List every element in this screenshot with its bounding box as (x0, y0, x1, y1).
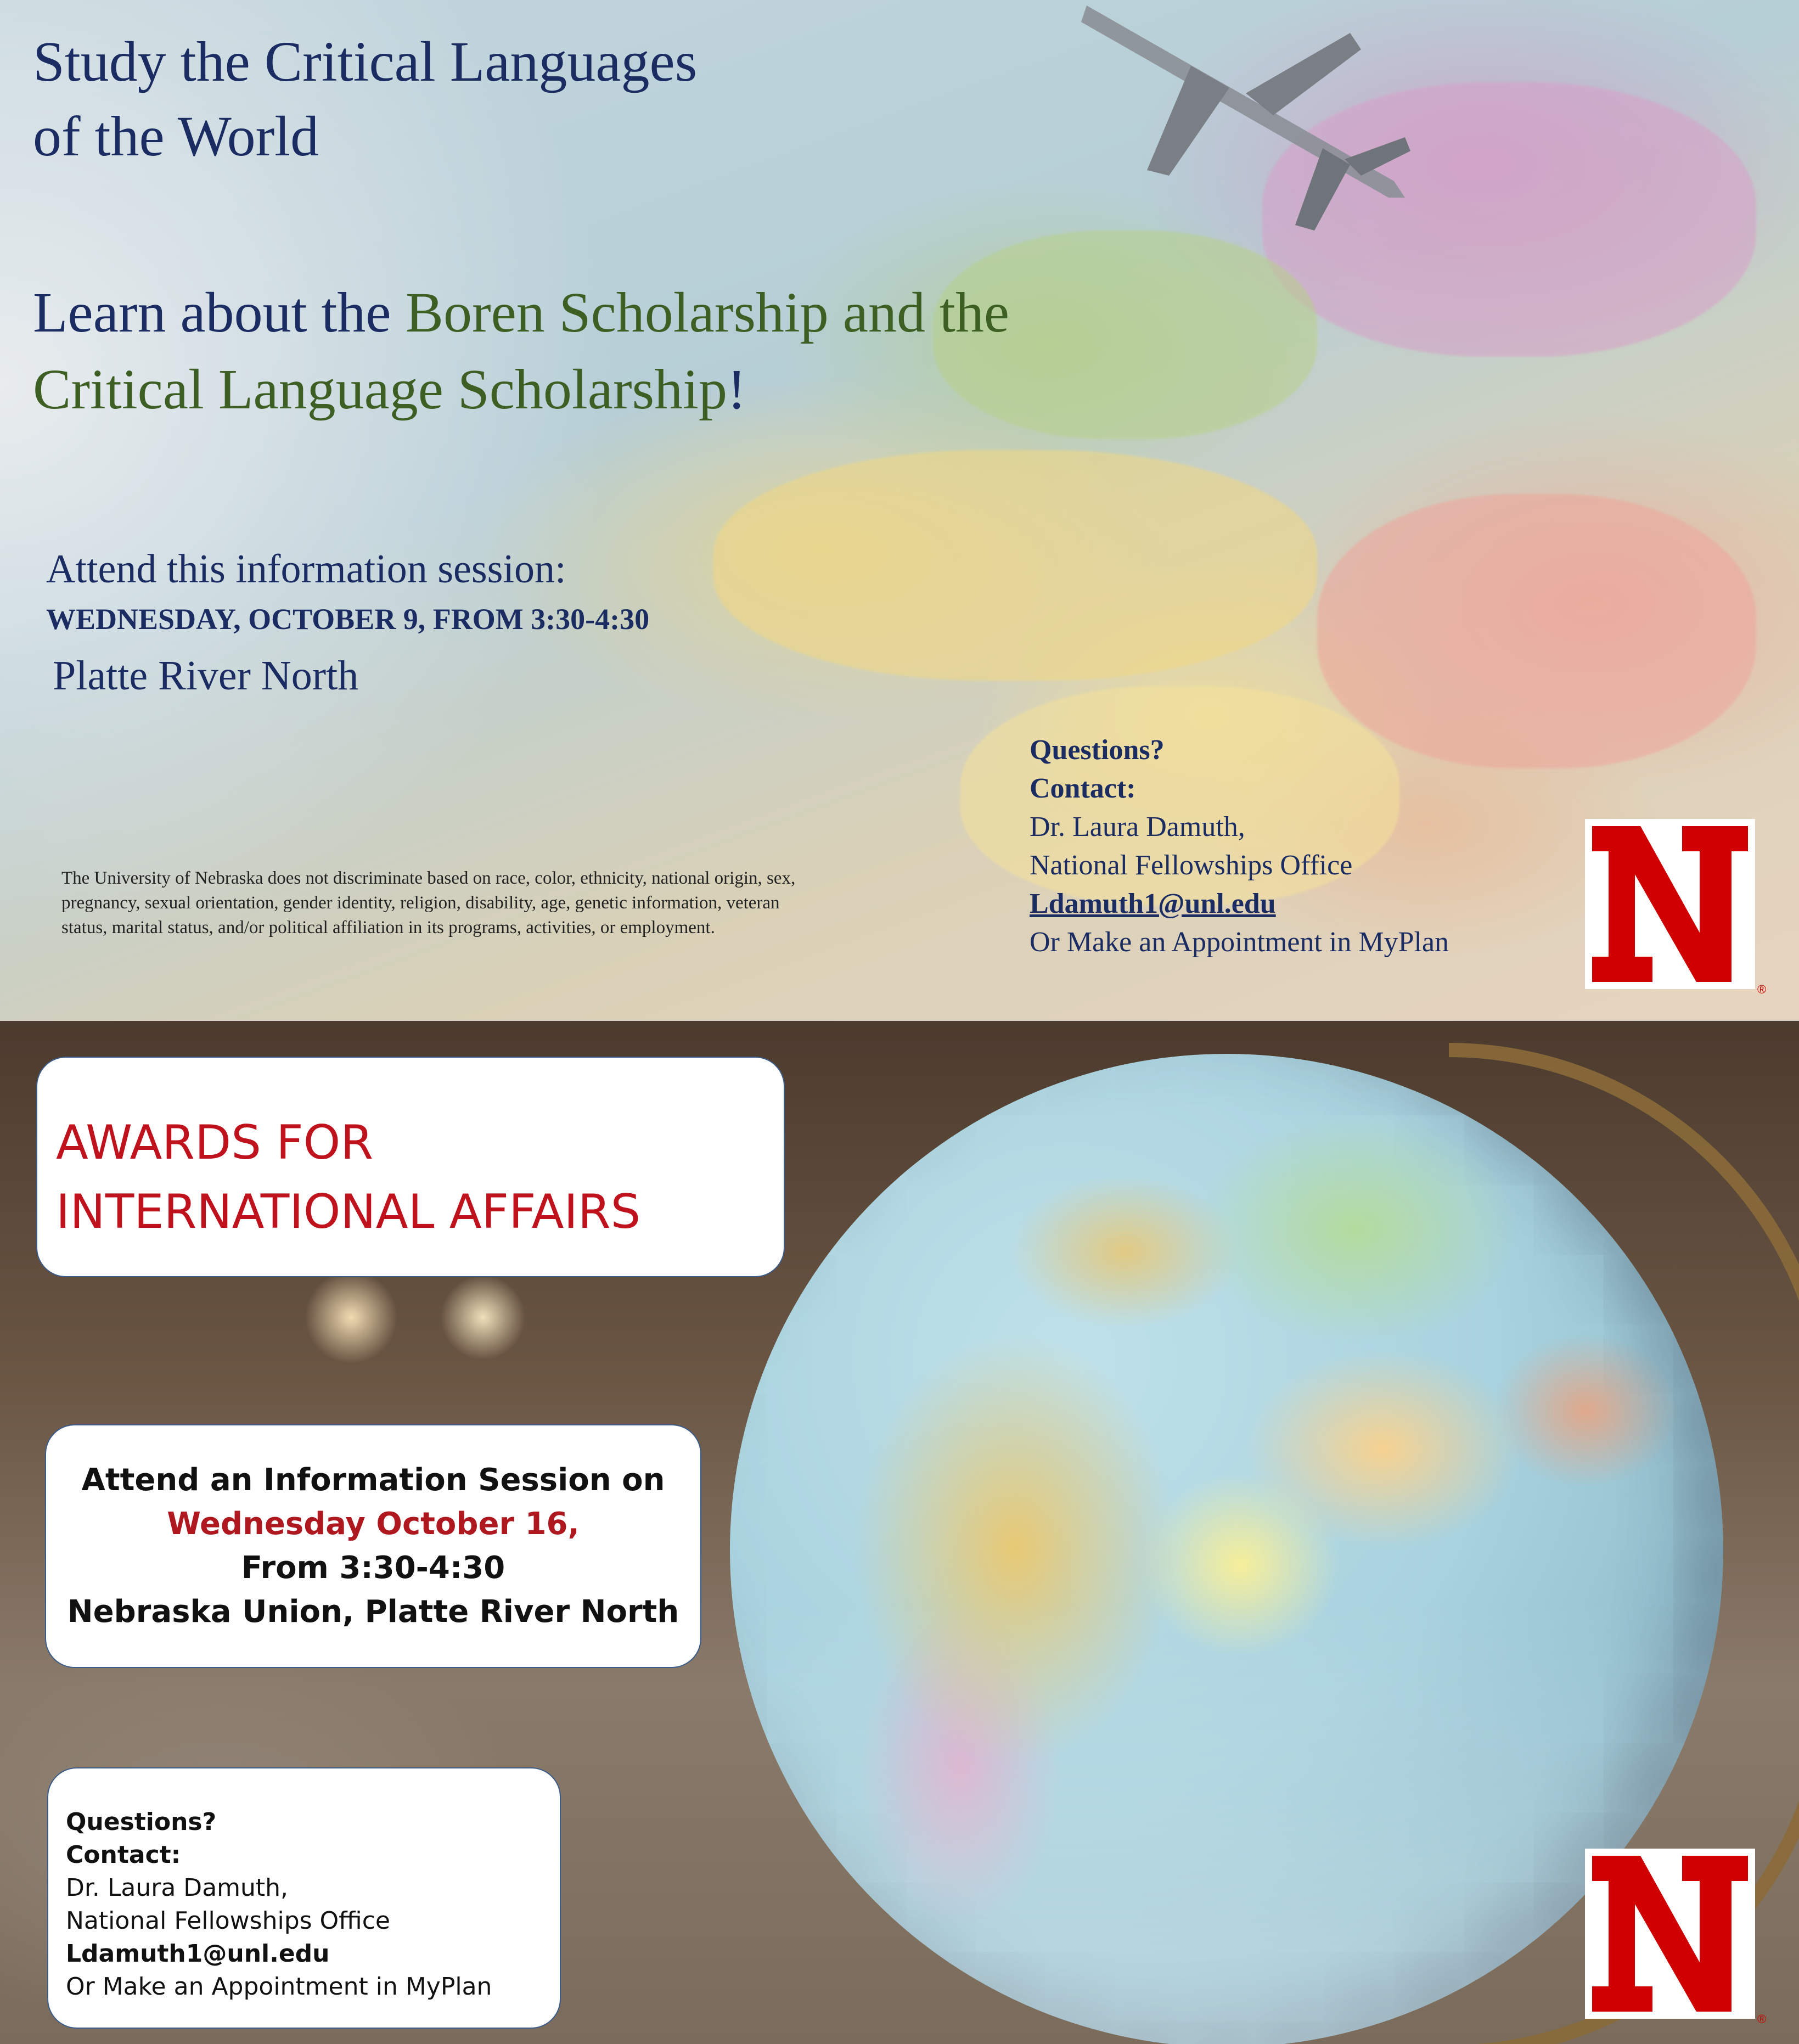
awards-title (56, 1108, 640, 1246)
nebraska-n-logo (1581, 1844, 1767, 2029)
session-location: Platte River North (53, 653, 359, 699)
airplane-icon (1065, 0, 1416, 242)
contact-questions: Questions? (1030, 734, 1165, 766)
learn-heading (33, 274, 1295, 428)
awards-title-box (36, 1057, 785, 1277)
contact-block (66, 1806, 492, 2003)
globe-image (730, 1054, 1723, 2044)
session-time: From 3:30-4:30 (241, 1550, 505, 1586)
registered-mark: ® (1757, 2012, 1767, 2026)
awards-line-2: INTERNATIONAL AFFAIRS (56, 1184, 641, 1239)
contact-name: Dr. Laura Damuth, (66, 1874, 289, 1902)
session-date: WEDNESDAY, OCTOBER 9, FROM 3:30-4:30 (46, 603, 650, 636)
contact-email-link[interactable]: Ldamuth1@unl.edu (1030, 888, 1276, 919)
international-affairs-poster (0, 1021, 1799, 2044)
learn-cls: Critical Language Scholarship (33, 358, 727, 421)
contact-block (1030, 731, 1449, 962)
title-line-2: of the World (33, 105, 319, 168)
poster-title (33, 25, 911, 174)
session-date: Wednesday October 16, (167, 1506, 580, 1542)
contact-appointment: Or Make an Appointment in MyPlan (1030, 926, 1449, 958)
nondiscrimination-statement: The University of Nebraska does not discriminate based on race, color, ethnicity, national origin, sex, pregnancy, sexual orientation, gender identity, religion, disability, age, genetic information, veteran status, marital status, and/or political affiliation in its programs, activities, or employment. (61, 868, 796, 937)
session-info-box (45, 1424, 701, 1668)
contact-name: Dr. Laura Damuth, (1030, 811, 1245, 843)
map-africa-north-region (713, 450, 1317, 681)
contact-appointment: Or Make an Appointment in MyPlan (66, 1973, 492, 2001)
contact-label: Contact: (1030, 773, 1136, 804)
learn-prefix: Learn about the (33, 281, 406, 344)
nebraska-n-logo (1581, 815, 1767, 999)
contact-questions: Questions? (66, 1808, 217, 1836)
learn-suffix: ! (727, 358, 746, 421)
contact-label: Contact: (66, 1841, 181, 1869)
attend-heading: Attend this information session: (46, 547, 566, 592)
session-info (46, 1425, 700, 1634)
learn-boren: Boren Scholarship and the (405, 281, 1010, 344)
awards-line-1: AWARDS FOR (56, 1115, 374, 1170)
contact-email-link[interactable]: Ldamuth1@unl.edu (66, 1940, 330, 1968)
session-location: Nebraska Union, Platte River North (67, 1594, 679, 1630)
registered-mark: ® (1757, 982, 1767, 996)
contact-box (47, 1767, 561, 2029)
session-heading: Attend an Information Session on (81, 1462, 665, 1498)
map-middle-east-region (1317, 494, 1756, 768)
title-line-1: Study the Critical Languages (33, 30, 698, 93)
contact-office: National Fellowships Office (1030, 850, 1353, 881)
boren-cls-poster (0, 0, 1799, 1020)
contact-office: National Fellowships Office (66, 1907, 390, 1935)
